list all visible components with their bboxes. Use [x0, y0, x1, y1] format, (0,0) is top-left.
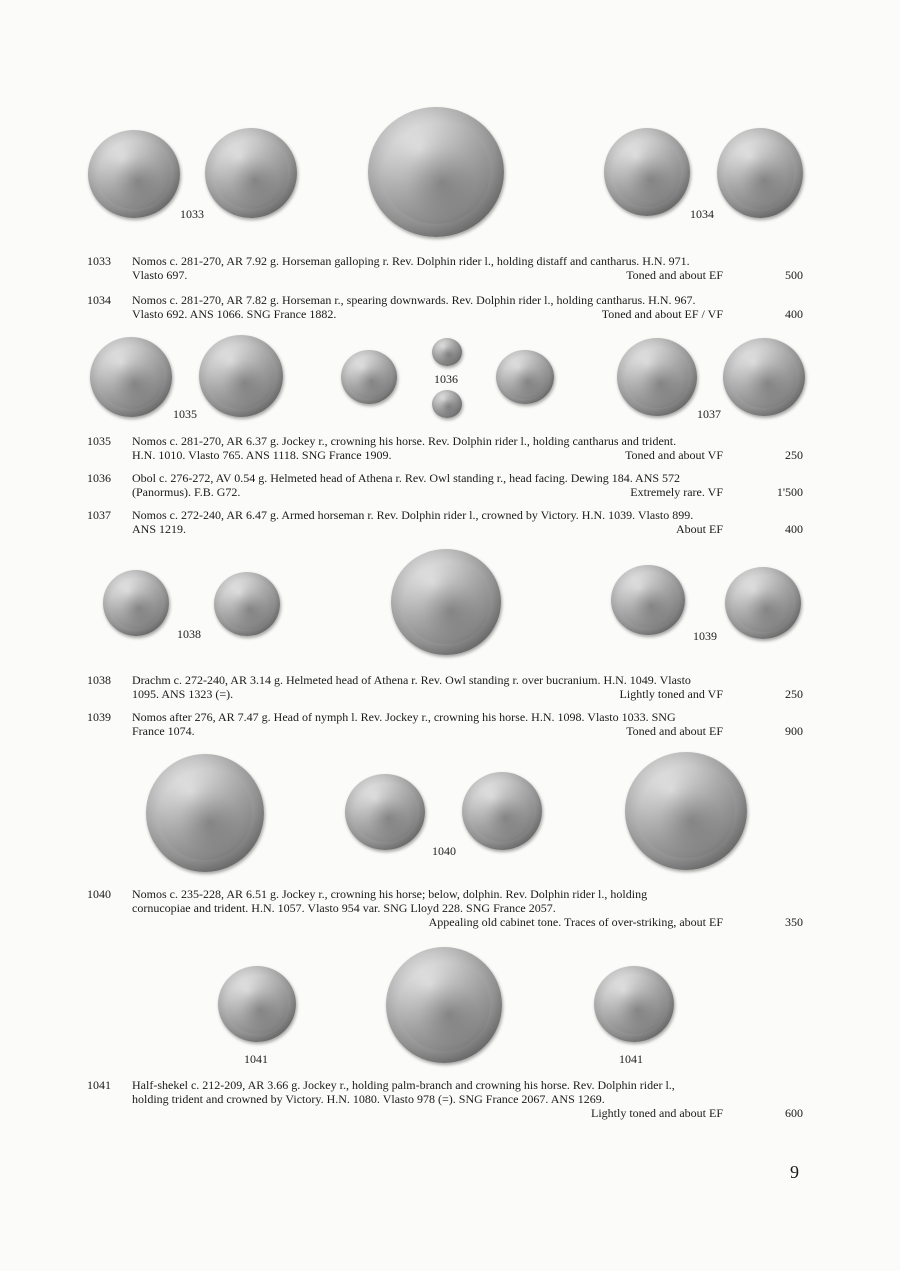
catalogue-entry-1039 — [87, 710, 803, 738]
coin-1040-reverse-enlarged — [625, 752, 747, 870]
figure-label-1036: 1036 — [434, 372, 458, 386]
lot-estimate: 600 — [785, 1106, 803, 1120]
catalogue-entry-1036 — [87, 471, 803, 499]
lot-description: Half-shekel c. 212-209, AR 3.66 g. Jockey r., holding palm-branch and crowning his horse. Rev. Dolphin rider l., — [132, 1078, 675, 1092]
lot-condition: Toned and about EF / VF — [601, 307, 723, 321]
lot-references: 1095. ANS 1323 (=). — [132, 687, 234, 701]
coin-1040-reverse — [462, 772, 542, 850]
lot-estimate: 500 — [785, 268, 803, 282]
lot-condition: Lightly toned and about EF — [591, 1106, 723, 1120]
coin-1040-obverse — [345, 774, 425, 850]
coin-1037-reverse — [723, 338, 805, 416]
lot-references: (Panormus). F.B. G72. — [132, 485, 241, 499]
catalogue-entry-1034 — [87, 293, 803, 321]
lot-estimate: 350 — [785, 915, 803, 929]
lot-estimate: 250 — [785, 687, 803, 701]
lot-description: Obol c. 276-272, AV 0.54 g. Helmeted head of Athena r. Rev. Owl standing r., head facing. Dewing 184. ANS 572 — [132, 471, 681, 485]
coin-1034-reverse — [717, 128, 803, 218]
lot-references: Vlasto 692. ANS 1066. SNG France 1882. — [132, 307, 337, 321]
figure-label-1040: 1040 — [432, 844, 456, 858]
coin-1033-enlarged — [368, 107, 504, 237]
lot-description: Drachm c. 272-240, AR 3.14 g. Helmeted head of Athena r. Rev. Owl standing r. over bucranium. H.N. 1049. Vlasto — [132, 673, 691, 687]
lot-estimate: 1'500 — [776, 485, 803, 499]
figure-label-1039: 1039 — [693, 629, 717, 643]
coin-1038-obverse — [103, 570, 169, 636]
lot-condition: Toned and about VF — [625, 448, 723, 462]
coin-1038-reverse — [214, 572, 280, 636]
lot-number: 1039 — [87, 710, 111, 724]
lot-references: cornucopiae and trident. H.N. 1057. Vlasto 954 var. SNG Lloyd 228. SNG France 2057. — [132, 901, 556, 915]
lot-estimate: 900 — [785, 724, 803, 738]
coin-1034-obverse — [604, 128, 690, 216]
figure-label-1041-right: 1041 — [619, 1052, 643, 1066]
coin-1040-obverse-enlarged — [146, 754, 264, 872]
figure-label-1038: 1038 — [177, 627, 201, 641]
lot-description: Nomos c. 281-270, AR 7.92 g. Horseman galloping r. Rev. Dolphin rider l., holding distaff and cantharus. H.N. 971. — [132, 254, 690, 268]
coin-1041-obverse-enlarged — [386, 947, 502, 1063]
coin-1035-reverse — [199, 335, 283, 417]
coin-1033-obverse — [88, 130, 180, 218]
coin-1041-obverse — [218, 966, 296, 1042]
coin-1036-obverse — [341, 350, 397, 404]
lot-description: Nomos c. 281-270, AR 7.82 g. Horseman r., spearing downwards. Rev. Dolphin rider l., holding cantharus. H.N. 967. — [132, 293, 696, 307]
catalogue-entry-1033 — [87, 254, 803, 282]
figure-label-1041-left: 1041 — [244, 1052, 268, 1066]
lot-estimate: 400 — [785, 522, 803, 536]
coin-1039-enlarged — [391, 549, 501, 655]
catalogue-entry-1040 — [87, 887, 803, 929]
catalogue-entry-1041 — [87, 1078, 803, 1120]
lot-references: H.N. 1010. Vlasto 765. ANS 1118. SNG France 1909. — [132, 448, 392, 462]
lot-number: 1040 — [87, 887, 111, 901]
coin-1041-reverse — [594, 966, 674, 1042]
lot-condition: Toned and about EF — [626, 268, 723, 282]
coin-1036-reverse — [496, 350, 554, 404]
catalogue-entry-1035 — [87, 434, 803, 462]
lot-number: 1041 — [87, 1078, 111, 1092]
lot-number: 1037 — [87, 508, 111, 522]
lot-references: holding trident and crowned by Victory. H.N. 1080. Vlasto 978 (=). SNG France 2067. ANS 1269. — [132, 1092, 605, 1106]
lot-condition: Appealing old cabinet tone. Traces of over-striking, about EF — [428, 915, 723, 929]
lot-description: Nomos c. 272-240, AR 6.47 g. Armed horseman r. Rev. Dolphin rider l., crowned by Victory. H.N. 1039. Vlasto 899. — [132, 508, 694, 522]
lot-number: 1038 — [87, 673, 111, 687]
lot-references: Vlasto 697. — [132, 268, 188, 282]
coin-1039-obverse — [611, 565, 685, 635]
lot-condition: Toned and about EF — [626, 724, 723, 738]
coin-1037-obverse — [617, 338, 697, 416]
lot-number: 1033 — [87, 254, 111, 268]
coin-1036-obverse-small — [432, 338, 462, 366]
lot-condition: About EF — [675, 522, 723, 536]
lot-references: ANS 1219. — [132, 522, 187, 536]
coin-1033-reverse — [205, 128, 297, 218]
catalogue-entry-1038 — [87, 673, 803, 701]
coin-1039-reverse — [725, 567, 801, 639]
lot-condition: Lightly toned and VF — [619, 687, 723, 701]
lot-condition: Extremely rare. VF — [630, 485, 723, 499]
coin-1035-obverse — [90, 337, 172, 417]
figure-label-1037: 1037 — [697, 407, 721, 421]
lot-description: Nomos c. 281-270, AR 6.37 g. Jockey r., crowning his horse. Rev. Dolphin rider l., holding cantharus and trident. — [132, 434, 677, 448]
lot-number: 1034 — [87, 293, 111, 307]
lot-estimate: 250 — [785, 448, 803, 462]
figure-label-1035: 1035 — [173, 407, 197, 421]
lot-description: Nomos after 276, AR 7.47 g. Head of nymph l. Rev. Jockey r., crowning his horse. H.N. 1098. Vlasto 1033. SNG — [132, 710, 676, 724]
figure-label-1034: 1034 — [690, 207, 714, 221]
catalogue-entry-1037 — [87, 508, 803, 536]
lot-description: Nomos c. 235-228, AR 6.51 g. Jockey r., crowning his horse; below, dolphin. Rev. Dolphin rider l., holding — [132, 887, 648, 901]
lot-number: 1035 — [87, 434, 111, 448]
lot-number: 1036 — [87, 471, 111, 485]
coin-1036-reverse-small — [432, 390, 462, 418]
lot-estimate: 400 — [785, 307, 803, 321]
page-number: 9 — [790, 1162, 799, 1182]
figure-label-1033: 1033 — [180, 207, 204, 221]
lot-references: France 1074. — [132, 724, 195, 738]
